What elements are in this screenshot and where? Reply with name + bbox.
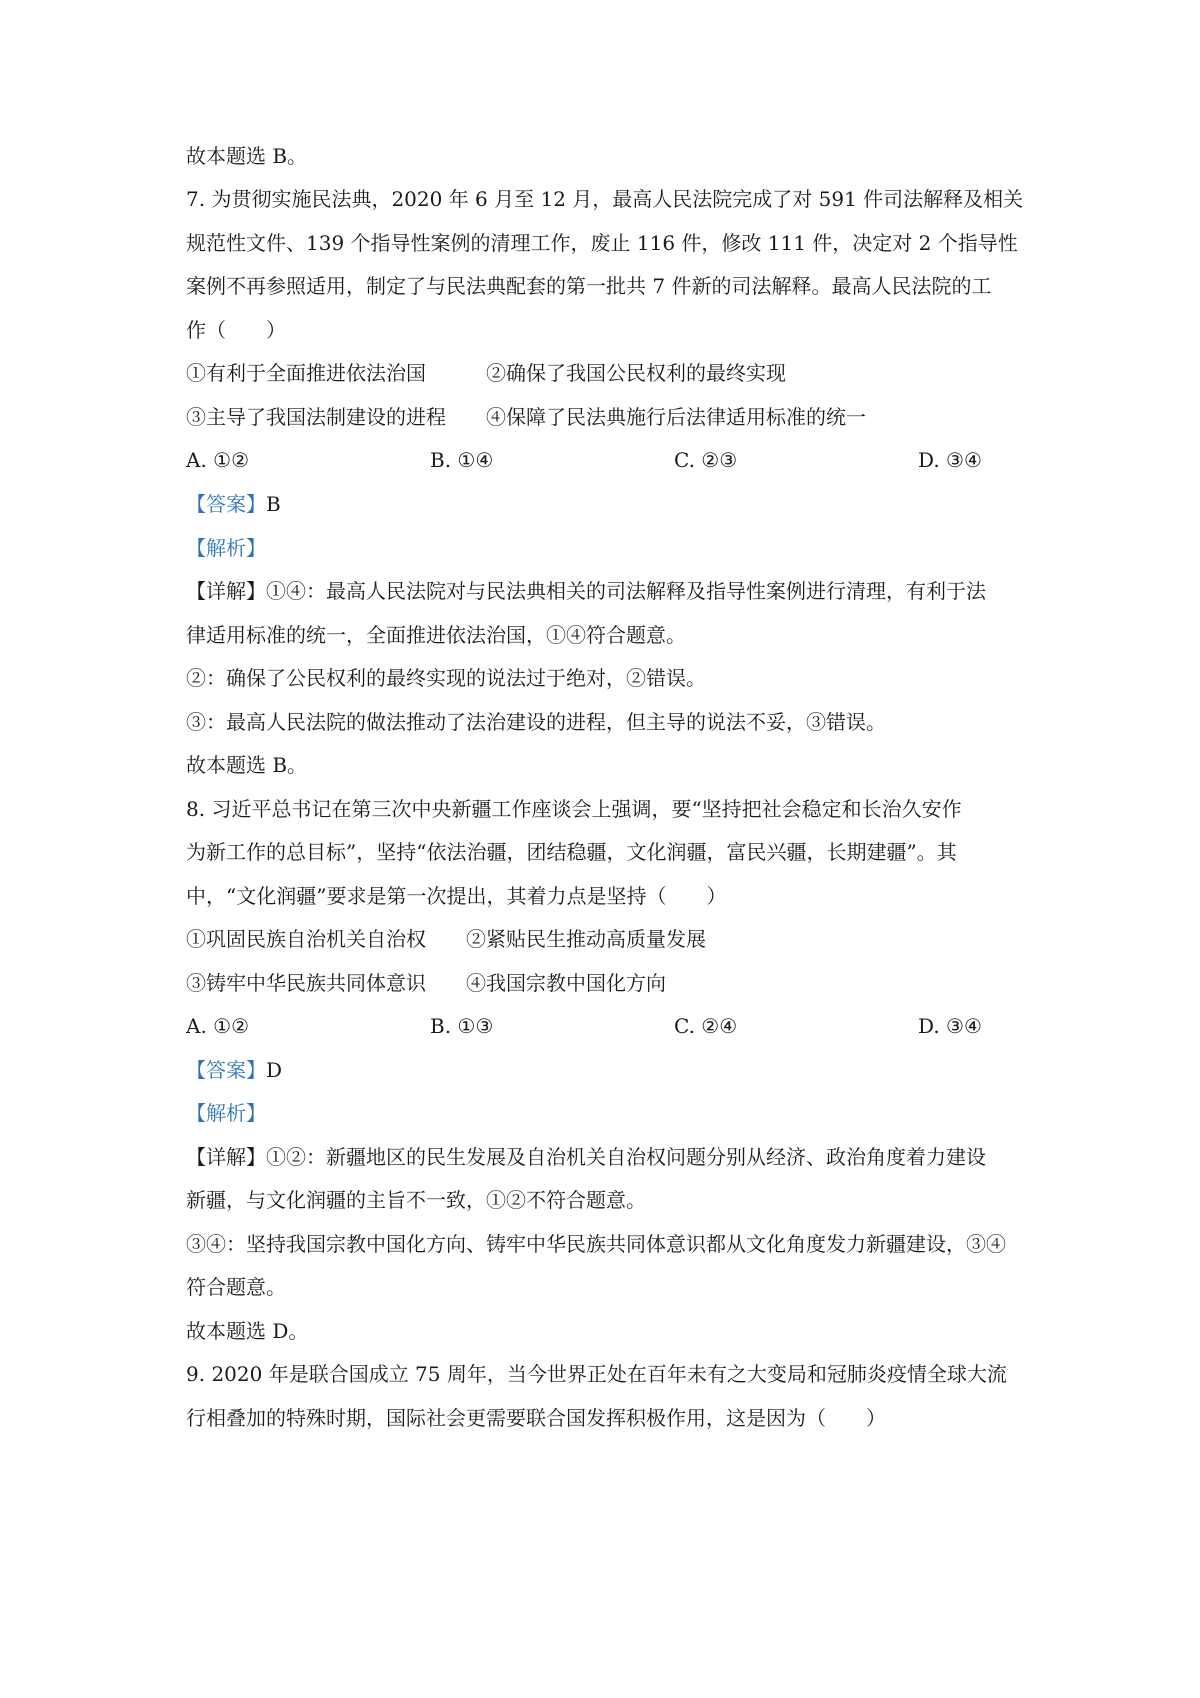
q7-option-b: B. ①④ bbox=[430, 448, 494, 472]
q7-stem-line-4: 作（ ） bbox=[186, 318, 286, 342]
q8-detail-line-2: 新疆，与文化润疆的主旨不一致，①②不符合题意。 bbox=[186, 1188, 646, 1212]
q7-answer-value: B bbox=[266, 492, 281, 516]
q7-detail-line-3: ②：确保了公民权利的最终实现的说法过于绝对，②错误。 bbox=[186, 666, 706, 690]
q7-statements-1: ①有利于全面推进依法治国 ②确保了我国公民权利的最终实现 bbox=[186, 361, 786, 385]
q8-conclusion: 故本题选 D。 bbox=[186, 1319, 309, 1343]
q8-stem-line-3: 中，“文化润疆”要求是第一次提出，其着力点是坚持（ ） bbox=[186, 884, 727, 908]
q6-conclusion: 故本题选 B。 bbox=[186, 144, 308, 168]
q7-option-d: D. ③④ bbox=[918, 448, 982, 472]
q8-statements-1: ①巩固民族自治机关自治权 ②紧贴民生推动高质量发展 bbox=[186, 927, 706, 951]
q7-statements-2: ③主导了我国法制建设的进程 ④保障了民法典施行后法律适用标准的统一 bbox=[186, 405, 866, 429]
q7-option-a: A. ①② bbox=[186, 448, 250, 472]
q8-option-b: B. ①③ bbox=[430, 1014, 494, 1038]
q7-answer bbox=[186, 490, 1036, 518]
q8-detail-line-3: ③④：坚持我国宗教中国化方向、铸牢中华民族共同体意识都从文化角度发力新疆建设，③④ bbox=[186, 1232, 1006, 1256]
q8-detail-line-4: 符合题意。 bbox=[186, 1275, 286, 1299]
q8-options bbox=[186, 1012, 1036, 1040]
q9-stem-line-1: 9. 2020 年是联合国成立 75 周年，当今世界正处在百年未有之大变局和冠肺炎疫情全球大流 bbox=[186, 1362, 1007, 1386]
q7-detail-line-2: 律适用标准的统一，全面推进依法治国，①④符合题意。 bbox=[186, 623, 686, 647]
q8-detail-line-1: 【详解】①②：新疆地区的民生发展及自治机关自治权问题分别从经济、政治角度着力建设 bbox=[186, 1145, 986, 1169]
q7-analysis-label: 【解析】 bbox=[186, 536, 266, 560]
q8-option-c: C. ②④ bbox=[674, 1014, 738, 1038]
q8-answer-label: 【答案】 bbox=[186, 1058, 266, 1082]
q8-option-a: A. ①② bbox=[186, 1014, 250, 1038]
q7-options bbox=[186, 446, 1036, 474]
q8-stem-line-1: 8. 习近平总书记在第三次中央新疆工作座谈会上强调，要“坚持把社会稳定和长治久安作 bbox=[186, 797, 962, 821]
q7-detail-line-4: ③：最高人民法院的做法推动了法治建设的进程，但主导的说法不妥，③错误。 bbox=[186, 710, 886, 734]
q7-detail-line-1: 【详解】①④：最高人民法院对与民法典相关的司法解释及指导性案例进行清理，有利于法 bbox=[186, 579, 986, 603]
q8-answer-value: D bbox=[266, 1058, 283, 1082]
q7-answer-label: 【答案】 bbox=[186, 492, 266, 516]
q7-stem-line-1: 7. 为贯彻实施民法典，2020 年 6 月至 12 月，最高人民法院完成了对 591 件司法解释及相关 bbox=[186, 187, 1024, 211]
q8-statements-2: ③铸牢中华民族共同体意识 ④我国宗教中国化方向 bbox=[186, 971, 666, 995]
q8-option-d: D. ③④ bbox=[918, 1014, 982, 1038]
q8-answer bbox=[186, 1056, 1036, 1084]
q8-analysis-label: 【解析】 bbox=[186, 1101, 266, 1125]
q7-stem-line-3: 案例不再参照适用，制定了与民法典配套的第一批共 7 件新的司法解释。最高人民法院的工 bbox=[186, 274, 992, 298]
q7-conclusion: 故本题选 B。 bbox=[186, 753, 308, 777]
q8-stem-line-2: 为新工作的总目标”，坚持“依法治疆，团结稳疆，文化润疆，富民兴疆，长期建疆”。其 bbox=[186, 840, 957, 864]
q9-stem-line-2: 行相叠加的特殊时期，国际社会更需要联合国发挥积极作用，这是因为（ ） bbox=[186, 1406, 886, 1430]
q7-option-c: C. ②③ bbox=[674, 448, 738, 472]
q7-stem-line-2: 规范性文件、139 个指导性案例的清理工作，废止 116 件，修改 111 件，决定对 2 个指导性 bbox=[186, 231, 1018, 255]
